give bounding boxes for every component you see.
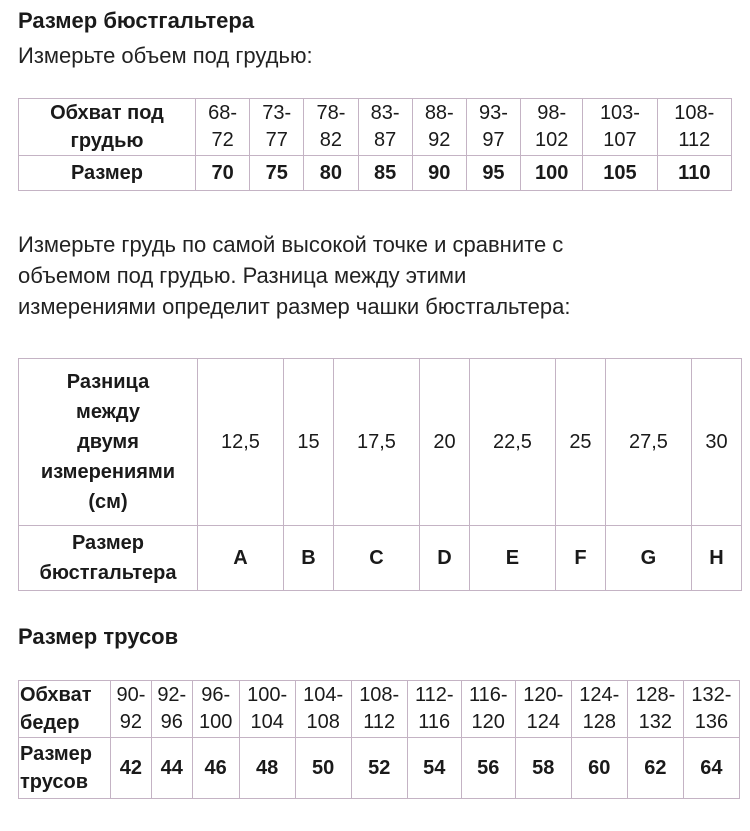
hip-range-cell: 104- 108 (295, 681, 351, 738)
cup-size-cell: H (691, 526, 741, 591)
panties-size-row (19, 738, 740, 799)
underbust-range-cell: 103- 107 (583, 99, 657, 156)
underbust-range-cell: 78- 82 (304, 99, 358, 156)
underbust-row (19, 99, 732, 156)
cup-size-cell: G (605, 526, 691, 591)
panties-size-cell: 48 (239, 738, 295, 799)
underbust-range-cell: 73- 77 (250, 99, 304, 156)
difference-cell: 25 (555, 359, 605, 526)
underbust-label: Обхват под грудью (19, 99, 196, 156)
difference-cell: 17,5 (333, 359, 419, 526)
panties-size-cell: 52 (351, 738, 407, 799)
band-size-cell: 90 (412, 156, 466, 191)
difference-cell: 22,5 (469, 359, 555, 526)
underbust-range-cell: 88- 92 (412, 99, 466, 156)
hip-range-cell: 112- 116 (407, 681, 461, 738)
panties-size-title: Размер трусов (18, 624, 179, 649)
difference-cell: 20 (419, 359, 469, 526)
hip-row (19, 681, 740, 738)
panties-size-cell: 64 (683, 738, 739, 799)
band-size-cell: 110 (657, 156, 731, 191)
band-size-cell: 75 (250, 156, 304, 191)
panties-size-cell: 44 (151, 738, 192, 799)
bra-size-title: Размер бюстгальтера (18, 8, 255, 33)
band-size-cell: 70 (196, 156, 250, 191)
band-size-cell: 85 (358, 156, 412, 191)
panties-size-cell: 62 (627, 738, 683, 799)
cup-size-cell: A (198, 526, 284, 591)
underbust-range-cell: 98- 102 (521, 99, 583, 156)
underbust-range-cell: 68- 72 (196, 99, 250, 156)
underbust-instruction: Измерьте объем под грудью: (18, 43, 313, 68)
difference-row (19, 359, 742, 526)
cup-size-table (18, 358, 742, 591)
panties-size-cell: 50 (295, 738, 351, 799)
panties-size-cell: 60 (571, 738, 627, 799)
difference-cell: 15 (283, 359, 333, 526)
cup-size-cell: F (555, 526, 605, 591)
hip-range-cell: 92- 96 (151, 681, 192, 738)
underbust-range-cell: 93- 97 (466, 99, 520, 156)
hip-range-cell: 128- 132 (627, 681, 683, 738)
hip-range-cell: 96- 100 (192, 681, 239, 738)
difference-label: Разница между двумя измерениями (см) (19, 359, 198, 526)
difference-cell: 27,5 (605, 359, 691, 526)
hip-range-cell: 120- 124 (515, 681, 571, 738)
band-size-cell: 95 (466, 156, 520, 191)
panties-size-cell: 54 (407, 738, 461, 799)
panties-size-cell: 42 (111, 738, 152, 799)
hip-range-cell: 116- 120 (461, 681, 515, 738)
band-size-cell: 80 (304, 156, 358, 191)
panties-size-cell: 46 (192, 738, 239, 799)
underbust-range-cell: 108- 112 (657, 99, 731, 156)
difference-cell: 30 (691, 359, 741, 526)
hip-label: Обхват бедер (19, 681, 111, 738)
band-size-table (18, 98, 732, 191)
band-size-label: Размер (19, 156, 196, 191)
cup-label: Размер бюстгальтера (19, 526, 198, 591)
cup-size-cell: D (419, 526, 469, 591)
band-size-cell: 100 (521, 156, 583, 191)
panties-size-cell: 56 (461, 738, 515, 799)
hip-range-cell: 90- 92 (111, 681, 152, 738)
cup-row (19, 526, 742, 591)
band-size-cell: 105 (583, 156, 657, 191)
panties-size-table (18, 680, 740, 799)
cup-instruction: Измерьте грудь по самой высокой точке и сравните с объемом под грудью. Разница между этими измерениями определит размер чашки бюстгальтера: (18, 232, 571, 319)
underbust-range-cell: 83- 87 (358, 99, 412, 156)
hip-range-cell: 132- 136 (683, 681, 739, 738)
hip-range-cell: 124- 128 (571, 681, 627, 738)
band-size-row (19, 156, 732, 191)
cup-size-cell: E (469, 526, 555, 591)
hip-range-cell: 108- 112 (351, 681, 407, 738)
hip-range-cell: 100- 104 (239, 681, 295, 738)
cup-size-cell: B (283, 526, 333, 591)
cup-size-cell: C (333, 526, 419, 591)
panties-size-label: Размер трусов (19, 738, 111, 799)
panties-size-cell: 58 (515, 738, 571, 799)
difference-cell: 12,5 (198, 359, 284, 526)
